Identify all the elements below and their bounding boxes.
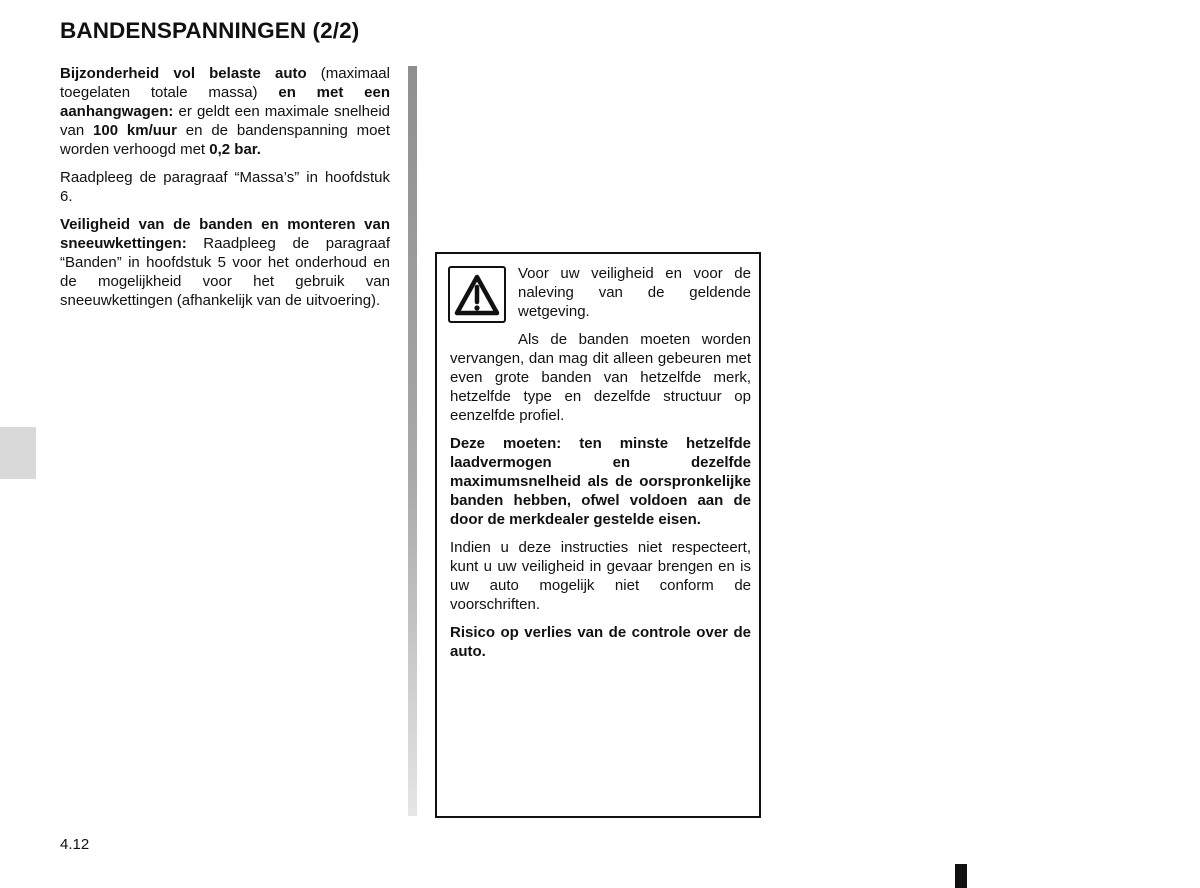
bold-text: Risico op verlies van de controle over de auto.	[450, 624, 751, 660]
chapter-tab	[0, 427, 36, 479]
bold-text: 0,2 bar.	[209, 141, 261, 158]
warning-intro: Voor uw veiligheid en voor de naleving van de geldende wetgeving.	[518, 265, 751, 320]
bold-text: Veiligheid van de banden en monteren van sneeuwkettingen:	[60, 216, 390, 252]
paragraph-full-load	[60, 64, 390, 159]
body-text: (maximaal toegelaten totale massa)	[60, 65, 390, 101]
page-number: 4.12	[60, 836, 90, 853]
warning-requirements	[450, 434, 751, 529]
warning-consequence: Indien u deze instructies niet respecteert, kunt u uw veiligheid in gevaar brengen en is uw auto mogelijk niet conform de voorschriften.	[450, 539, 751, 613]
corner-mark	[955, 864, 967, 888]
warning-box	[435, 252, 761, 818]
page-title: BANDENSPANNINGEN (2/2)	[60, 18, 360, 43]
paragraph-snow-chains	[60, 215, 390, 310]
warning-risk	[450, 623, 751, 661]
bold-text: 100 km/uur	[93, 122, 177, 139]
warning-text	[450, 264, 751, 670]
body-text: er geldt een maximale snelheid van	[60, 103, 390, 139]
bold-text: Deze moeten: ten minste hetzelfde laadvermogen en dezelfde maximumsnelheid als de oorspronkelijke banden hebben, ofwel voldoen aan de door de merkdealer gestelde eisen.	[450, 435, 751, 528]
bold-text: Bijzonderheid vol belaste auto	[60, 65, 307, 82]
body-text: Raadpleeg de paragraaf “Banden” in hoofdstuk 5 voor het onderhoud en de mogelijkheid voor het gebruik van sneeuwkettingen (afhankelijk van de uitvoering).	[60, 235, 390, 309]
warning-replacement: Als de banden moeten worden vervangen, dan mag dit alleen gebeuren met even grote banden van hetzelfde merk, hetzelfde type en dezelfde structuur op eenzelfde profiel.	[450, 331, 751, 424]
bold-text: en met een aanhangwagen:	[60, 84, 390, 120]
left-column	[60, 64, 390, 319]
column-divider-bar	[408, 66, 417, 816]
body-text: en de bandenspanning moet worden verhoogd met	[60, 122, 390, 158]
paragraph-mass-reference: Raadpleeg de paragraaf “Massa’s” in hoofdstuk 6.	[60, 169, 390, 205]
